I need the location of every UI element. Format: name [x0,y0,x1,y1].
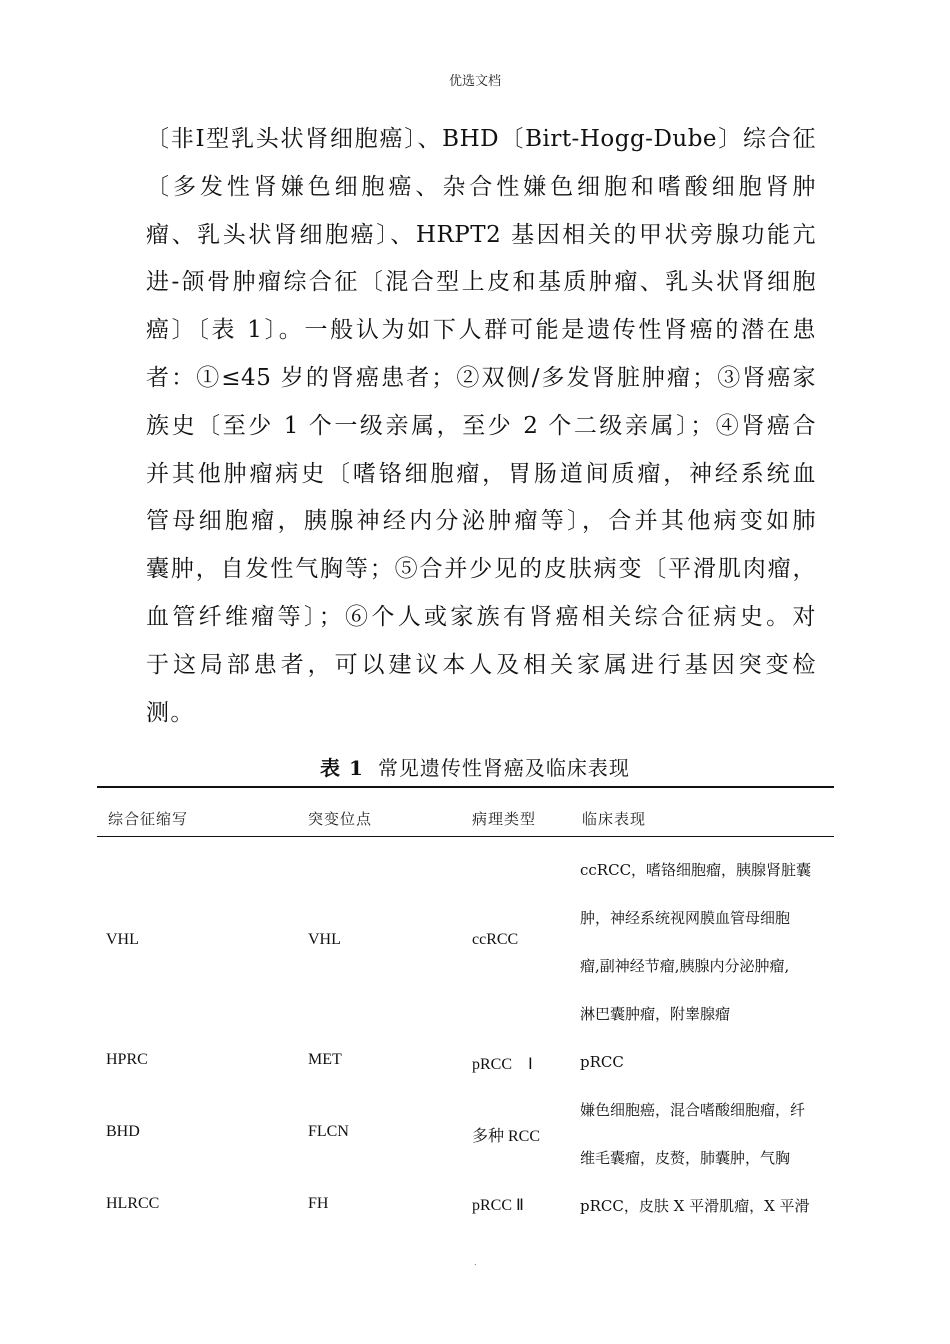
cell-pathology: 多种 RCC [472,1128,541,1145]
cell-abbr: BHD [106,1123,140,1140]
footer-mark: . [474,1258,477,1267]
cell-clinical [580,1182,830,1230]
clinical-line: 维毛囊瘤，皮赘，肺囊肿，气胸 [580,1149,791,1167]
paragraph-line: 测。 [146,699,195,726]
paragraph-line: 〔多发性肾嫌色细胞癌、杂合性嫌色细胞和嗜酸细胞肾肿 [146,173,816,200]
clinical-line: pRCC，皮肤 X 平滑肌瘤，X 平滑 [580,1197,810,1215]
page-header: 优选文档 [448,74,501,89]
paragraph-line: 族史〔至少 1 个一级亲属，至少 2 个二级亲属〕；④肾癌合 [146,412,816,439]
cell-abbr: HLRCC [106,1195,160,1212]
cell-abbr: HPRC [106,1051,148,1068]
cell-clinical [580,846,830,1038]
column-header-abbr: 综合征缩写 [108,810,189,828]
paragraph-line: 进-颌骨肿瘤综合征〔混合型上皮和基质肿瘤、乳头状肾细胞 [146,269,816,296]
clinical-line: 嫌色细胞癌，混合嗜酸细胞瘤，纤 [580,1101,806,1119]
column-header-pathology: 病理类型 [472,810,537,828]
cell-pathology: pRCC Ⅰ [472,1056,533,1073]
paragraph-line: 并其他肿瘤病史〔嗜铬细胞瘤，胃肠道间质瘤，神经系统血 [146,460,816,487]
cell-abbr: VHL [106,931,139,948]
paragraph-line: 者：①≤45 岁的肾癌患者；②双侧/多发肾脏肿瘤；③肾癌家 [146,364,816,391]
table-top-rule [97,786,834,788]
cell-clinical [580,1086,830,1182]
paragraph-line: 管母细胞瘤，胰腺神经内分泌肿瘤等〕，合并其他病变如肺 [146,508,816,535]
column-header-clinical: 临床表现 [582,810,647,828]
column-header-locus: 突变位点 [308,810,373,828]
table-caption-label: 表 1 [320,756,364,780]
cell-pathology: pRCC Ⅱ [472,1197,524,1214]
clinical-line: ccRCC，嗜铬细胞瘤，胰腺肾脏囊 [580,861,812,879]
paragraph-line: 血管纤维瘤等〕；⑥个人或家族有肾癌相关综合征病史。对 [146,603,816,630]
table-caption [0,752,950,781]
clinical-line: 淋巴囊肿瘤，附睾腺瘤 [580,1005,731,1023]
clinical-line: pRCC [580,1053,624,1071]
paragraph-line: 于这局部患者，可以建议本人及相关家属进行基因突变检 [146,651,816,678]
table-header-rule [97,836,834,837]
body-paragraph [146,116,816,737]
paragraph-line: 瘤、乳头状肾细胞癌〕、HRPT2 基因相关的甲状旁腺功能亢 [146,221,816,248]
clinical-line: 肿，神经系统视网膜血管母细胞 [580,909,791,927]
paragraph-line: 癌〕〔表 1〕。一般认为如下人群可能是遗传性肾癌的潜在患 [146,317,816,344]
clinical-line: 瘤,副神经节瘤,胰腺内分泌肿瘤, [580,957,790,975]
cell-pathology: ccRCC [472,931,519,948]
cell-locus: FH [308,1195,329,1212]
paragraph-line: 〔非Ⅰ型乳头状肾细胞癌〕、BHD〔Birt-Hogg-Dube〕综合征 [146,126,816,152]
paragraph-line: 囊肿，自发性气胸等；⑤合并少见的皮肤病变〔平滑肌肉瘤， [146,556,816,583]
cell-locus: MET [308,1051,342,1068]
cell-clinical [580,1038,830,1086]
cell-locus: FLCN [308,1123,349,1140]
table-caption-title: 常见遗传性肾癌及临床表现 [377,756,630,780]
cell-locus: VHL [308,931,341,948]
